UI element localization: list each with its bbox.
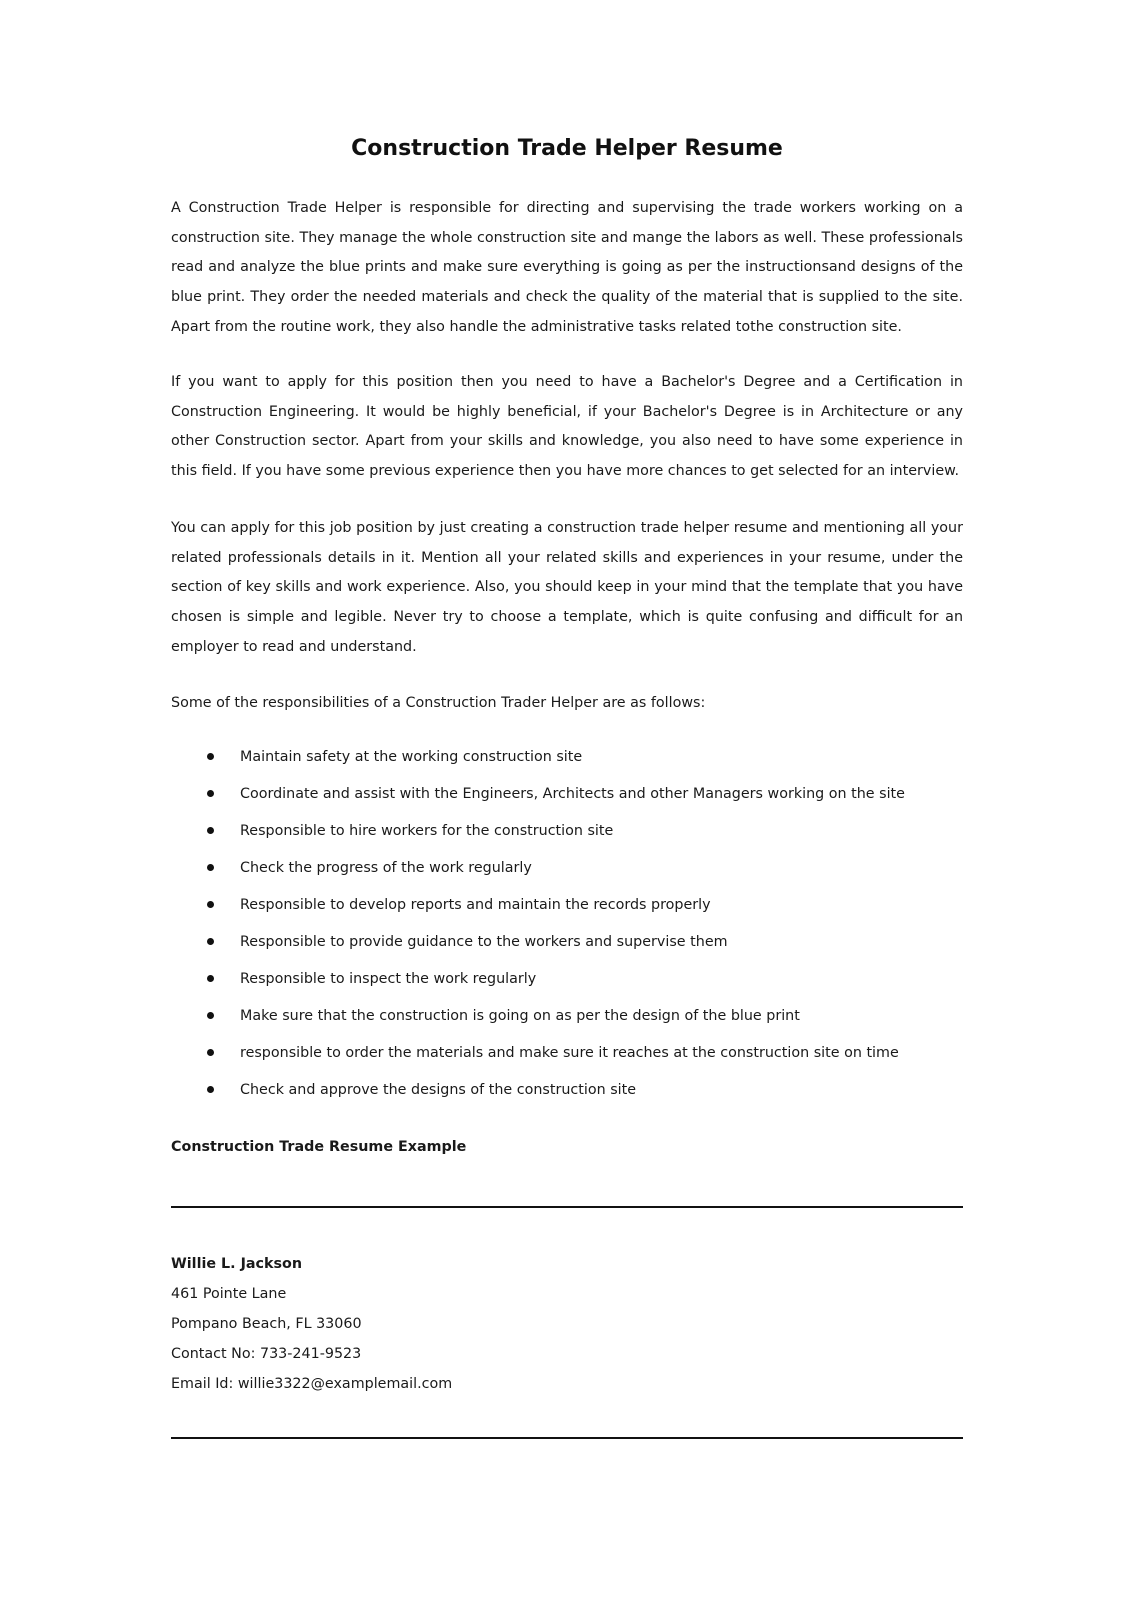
requirements-paragraph: If you want to apply for this position then you need to have a Bachelor's Degree and a Certification in Construction Engineering. It would be highly beneficial, if your Bachelor's Degree is in Architecture or any other Construction sector. Apart from your skills and knowledge, you also need to have some experience in this field. If you have some previous experience then you have more chances to get selected for an interview. <box>171 374 963 480</box>
list-item <box>171 747 963 784</box>
list-item <box>171 1006 963 1043</box>
list-item <box>171 821 963 858</box>
contact-email: Email Id: willie3322@examplemail.com <box>171 1376 453 1392</box>
list-item <box>171 895 963 932</box>
list-item <box>171 1080 963 1117</box>
responsibilities-intro: Some of the responsibilities of a Construction Trader Helper are as follows: <box>171 695 706 711</box>
list-item-text: Make sure that the construction is going on as per the design of the blue print <box>240 1008 800 1024</box>
contact-block <box>171 1249 452 1399</box>
list-item-text: Responsible to provide guidance to the workers and supervise them <box>240 934 728 950</box>
list-item-text: Maintain safety at the working construction site <box>240 749 583 765</box>
list-item <box>171 858 963 895</box>
list-item <box>171 784 963 821</box>
list-item-text: Responsible to develop reports and maintain the records properly <box>240 897 711 913</box>
bullet-icon <box>207 1012 214 1019</box>
divider-top <box>171 1206 963 1208</box>
bullet-icon <box>207 753 214 760</box>
bullet-icon <box>207 827 214 834</box>
divider-bottom <box>171 1437 963 1439</box>
intro-paragraph: A Construction Trade Helper is responsible for directing and supervising the trade workers working on a construction site. They manage the whole construction site and mange the labors as well. These professionals read and analyze the blue prints and make sure everything is going as per the instructionsand designs of the blue print. They order the needed materials and check the quality of the material that is supplied to the site. Apart from the routine work, they also handle the administrative tasks related tothe construction site. <box>171 200 963 335</box>
bullet-icon <box>207 901 214 908</box>
bullet-icon <box>207 790 214 797</box>
list-item-text: Coordinate and assist with the Engineers, Architects and other Managers working on the site <box>240 786 905 802</box>
contact-name: Willie L. Jackson <box>171 1256 303 1272</box>
contact-phone: Contact No: 733-241-9523 <box>171 1346 362 1362</box>
list-item-text: Check and approve the designs of the construction site <box>240 1082 637 1098</box>
example-heading: Construction Trade Resume Example <box>171 1139 467 1155</box>
bullet-icon <box>207 938 214 945</box>
bullet-icon <box>207 864 214 871</box>
application-paragraph: You can apply for this job position by just creating a construction trade helper resume and mentioning all your related professionals details in it. Mention all your related skills and experiences in your resume, under the section of key skills and work experience. Also, you should keep in your mind that the template that you have chosen is simple and legible. Never try to choose a template, which is quite confusing and difficult for an employer to read and understand. <box>171 520 963 655</box>
bullet-icon <box>207 1049 214 1056</box>
page-title: Construction Trade Helper Resume <box>351 136 783 161</box>
list-item-text: Responsible to hire workers for the construction site <box>240 823 614 839</box>
list-item-text: Check the progress of the work regularly <box>240 860 532 876</box>
contact-address: 461 Pointe Lane <box>171 1286 287 1302</box>
list-item <box>171 932 963 969</box>
list-item-text: Responsible to inspect the work regularly <box>240 971 537 987</box>
contact-city: Pompano Beach, FL 33060 <box>171 1316 362 1332</box>
bullet-icon <box>207 975 214 982</box>
list-item <box>171 969 963 1006</box>
bullet-icon <box>207 1086 214 1093</box>
responsibilities-list <box>171 747 963 1117</box>
list-item <box>171 1043 963 1080</box>
list-item-text: responsible to order the materials and make sure it reaches at the construction site on time <box>240 1045 899 1061</box>
